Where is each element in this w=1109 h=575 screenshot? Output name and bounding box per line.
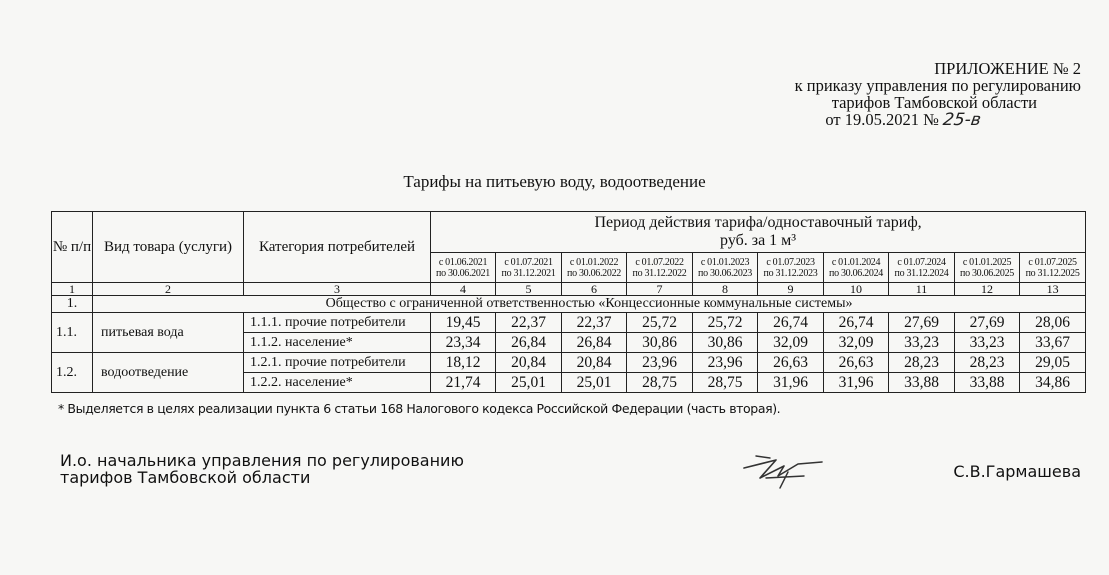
period-to: по 30.06.2024 bbox=[829, 267, 883, 279]
tariff-value: 33,23 bbox=[889, 333, 955, 353]
period-to: по 30.06.2021 bbox=[436, 267, 490, 279]
good-name: питьевая вода bbox=[93, 313, 244, 353]
order-number-handwritten: 25-в bbox=[941, 110, 983, 130]
period-to: по 31.12.2023 bbox=[763, 267, 818, 279]
consumer-category: 1.1.2. население* bbox=[244, 333, 431, 353]
period-header-line2: руб. за 1 м³ bbox=[720, 232, 797, 249]
column-number: 13 bbox=[1020, 283, 1086, 296]
period-to: по 31.12.2021 bbox=[501, 267, 556, 279]
appendix-title: ПРИЛОЖЕНИЕ № 2 bbox=[934, 59, 1081, 78]
tariff-value: 33,88 bbox=[955, 373, 1020, 393]
tariff-value: 27,69 bbox=[955, 313, 1020, 333]
tariff-value: 26,84 bbox=[496, 333, 562, 353]
tariff-value: 29,05 bbox=[1020, 353, 1086, 373]
tariff-value: 26,63 bbox=[824, 353, 889, 373]
tariff-value: 33,67 bbox=[1020, 333, 1086, 353]
tariff-value: 32,09 bbox=[824, 333, 889, 353]
period-cell bbox=[824, 253, 889, 283]
appendix-order-ref: к приказу управления по регулированию bbox=[794, 76, 1081, 95]
consumer-category: 1.1.1. прочие потребители bbox=[244, 313, 431, 333]
period-cell bbox=[693, 253, 758, 283]
period-header-line1: Период действия тарифа/одноставочный тариф, bbox=[594, 214, 922, 231]
column-number: 12 bbox=[955, 283, 1020, 296]
tariff-value: 22,37 bbox=[496, 313, 562, 333]
tariff-value: 25,01 bbox=[496, 373, 562, 393]
period-cell bbox=[955, 253, 1020, 283]
column-number: 11 bbox=[889, 283, 955, 296]
column-number: 10 bbox=[824, 283, 889, 296]
table-row bbox=[52, 313, 1086, 333]
period-to: по 30.06.2022 bbox=[567, 267, 621, 279]
period-from: с 01.07.2021 bbox=[504, 256, 553, 268]
column-number: 7 bbox=[627, 283, 693, 296]
col-header-category: Категория потребителей bbox=[244, 212, 431, 283]
tariff-value: 21,74 bbox=[431, 373, 496, 393]
tariff-value: 25,72 bbox=[693, 313, 758, 333]
period-from: с 01.07.2022 bbox=[635, 256, 684, 268]
period-to: по 31.12.2022 bbox=[632, 267, 687, 279]
handwritten-signature-icon bbox=[738, 448, 828, 492]
consumer-category: 1.2.1. прочие потребители bbox=[244, 353, 431, 373]
tariff-value: 30,86 bbox=[693, 333, 758, 353]
tariff-value: 25,01 bbox=[562, 373, 627, 393]
tariff-value: 23,96 bbox=[627, 353, 693, 373]
period-from: с 01.07.2024 bbox=[897, 256, 946, 268]
tariff-value: 27,69 bbox=[889, 313, 955, 333]
period-from: с 01.01.2025 bbox=[962, 256, 1012, 268]
good-name: водоотведение bbox=[93, 353, 244, 393]
col-header-period bbox=[431, 212, 1086, 253]
column-number: 8 bbox=[693, 283, 758, 296]
period-from: с 01.01.2023 bbox=[700, 256, 750, 268]
tariff-value: 28,23 bbox=[955, 353, 1020, 373]
period-from: с 01.01.2024 bbox=[831, 256, 881, 268]
signer-position-line1: И.о. начальника управления по регулированию bbox=[60, 451, 464, 470]
tariff-value: 26,63 bbox=[758, 353, 824, 373]
tariff-value: 34,86 bbox=[1020, 373, 1086, 393]
tariff-value: 23,34 bbox=[431, 333, 496, 353]
tariff-table bbox=[51, 211, 1086, 393]
period-cell bbox=[627, 253, 693, 283]
period-from: с 01.01.2022 bbox=[569, 256, 619, 268]
period-cell bbox=[562, 253, 627, 283]
column-number: 9 bbox=[758, 283, 824, 296]
tariff-value: 33,88 bbox=[889, 373, 955, 393]
tariff-value: 33,23 bbox=[955, 333, 1020, 353]
tariff-value: 31,96 bbox=[758, 373, 824, 393]
column-number: 3 bbox=[244, 283, 431, 296]
period-to: по 31.12.2024 bbox=[894, 267, 949, 279]
appendix-header bbox=[795, 60, 1081, 129]
tariff-value: 28,75 bbox=[627, 373, 693, 393]
period-cell bbox=[1020, 253, 1086, 283]
appendix-date bbox=[795, 111, 1013, 129]
period-to: по 31.12.2025 bbox=[1025, 267, 1080, 279]
period-from: с 01.06.2021 bbox=[438, 256, 488, 268]
org-row-number: 1. bbox=[52, 296, 93, 313]
tariff-value: 20,84 bbox=[496, 353, 562, 373]
table-row bbox=[52, 353, 1086, 373]
period-from: с 01.07.2023 bbox=[766, 256, 815, 268]
period-to: по 30.06.2023 bbox=[698, 267, 752, 279]
tariff-value: 18,12 bbox=[431, 353, 496, 373]
period-from: с 01.07.2025 bbox=[1028, 256, 1077, 268]
group-number: 1.2. bbox=[52, 353, 93, 393]
tariff-value: 22,37 bbox=[562, 313, 627, 333]
column-number: 4 bbox=[431, 283, 496, 296]
appendix-date-prefix: от 19.05.2021 № bbox=[825, 110, 939, 129]
tariff-value: 23,96 bbox=[693, 353, 758, 373]
appendix-agency: тарифов Тамбовской области bbox=[831, 93, 1037, 112]
col-header-no: № п/п bbox=[52, 212, 93, 283]
column-number: 5 bbox=[496, 283, 562, 296]
footnote: * Выделяется в целях реализации пункта 6 статьи 168 Налогового кодекса Российской Федерации (часть вторая). bbox=[58, 401, 781, 416]
column-number: 6 bbox=[562, 283, 627, 296]
period-cell bbox=[431, 253, 496, 283]
signer-position-line2: тарифов Тамбовской области bbox=[60, 468, 311, 487]
period-to: по 30.06.2025 bbox=[960, 267, 1014, 279]
column-number: 1 bbox=[52, 283, 93, 296]
period-cell bbox=[496, 253, 562, 283]
signer-name: С.В.Гармашева bbox=[953, 462, 1081, 481]
tariff-value: 25,72 bbox=[627, 313, 693, 333]
group-number: 1.1. bbox=[52, 313, 93, 353]
column-number: 2 bbox=[93, 283, 244, 296]
tariff-value: 28,75 bbox=[693, 373, 758, 393]
consumer-category: 1.2.2. население* bbox=[244, 373, 431, 393]
org-name: Общество с ограниченной ответственностью «Концессионные коммунальные системы» bbox=[93, 296, 1086, 313]
tariff-value: 20,84 bbox=[562, 353, 627, 373]
tariff-value: 32,09 bbox=[758, 333, 824, 353]
period-cell bbox=[889, 253, 955, 283]
tariff-value: 26,74 bbox=[824, 313, 889, 333]
tariff-value: 19,45 bbox=[431, 313, 496, 333]
tariff-value: 28,23 bbox=[889, 353, 955, 373]
tariff-value: 26,74 bbox=[758, 313, 824, 333]
period-cell bbox=[758, 253, 824, 283]
document-title: Тарифы на питьевую воду, водоотведение bbox=[403, 172, 706, 191]
signer-position bbox=[60, 452, 464, 486]
col-header-good: Вид товара (услуги) bbox=[93, 212, 244, 283]
tariff-value: 28,06 bbox=[1020, 313, 1086, 333]
tariff-value: 30,86 bbox=[627, 333, 693, 353]
tariff-value: 31,96 bbox=[824, 373, 889, 393]
tariff-value: 26,84 bbox=[562, 333, 627, 353]
